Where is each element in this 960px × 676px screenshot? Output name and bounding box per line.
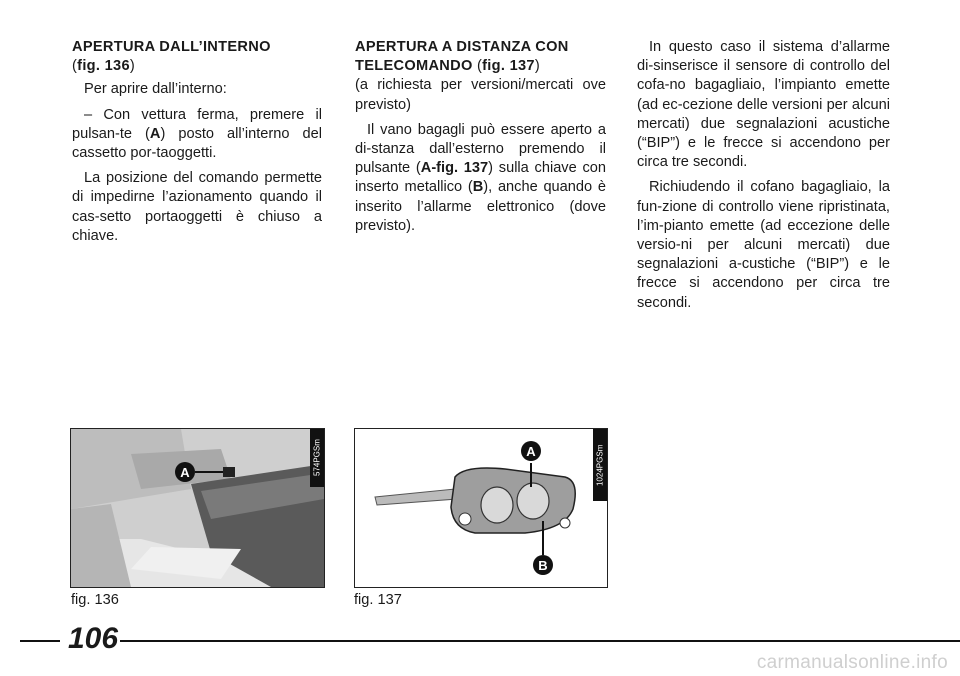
remote-key-illustration <box>355 429 607 587</box>
section-heading-remote-opening <box>355 38 606 76</box>
callout-a: A <box>175 462 195 482</box>
heading-text: APERTURA A DISTANZA CON <box>355 39 569 55</box>
text: Il vano bagagli può essere aperto a di-stanza dall’esterno premendo il pulsante ( <box>355 121 606 177</box>
paragraph: In questo caso il sistema d’allarme di-sinserisce il sensore di controllo del cofa-no bagagliaio, l’impianto emette (ad ec-cezione delle versioni per alcuni mercati) due segnalazioni acustiche (“BIP”) e le frecce si accendono per circa tre secondi. <box>637 39 890 171</box>
text: ) posto all’interno del cassetto por-taoggetti. <box>72 125 323 162</box>
fig-ref-137: fig. 137 <box>482 58 535 75</box>
heading-text: APERTURA DALL’INTERNO <box>72 39 271 55</box>
paragraph: La posizione del comando permette di impedirne l’azionamento quando il cas-setto portaoggetti è chiuso a chiave. <box>72 170 322 244</box>
heading-paren-close: ) <box>129 58 136 75</box>
column-3 <box>637 38 890 319</box>
heading-paren-open: ( <box>472 58 483 75</box>
text: ) sulla chiave con inserto metallico ( <box>355 160 606 196</box>
heading-text: TELECOMANDO <box>355 58 473 75</box>
subheading: (a richiesta per versioni/mercati ove previsto) <box>355 77 606 113</box>
watermark: carmanualsonline.info <box>756 652 948 673</box>
callout-b: B <box>533 555 553 575</box>
fig-ref-a-137: A-fig. 137 <box>420 160 489 177</box>
paragraph: Richiudendo il cofano bagagliaio, la fun-zione di controllo viene ripristinata, l’im-pianto emette (ad eccezione delle versio-ni per alcuni mercati) due segnalazioni a-custiche (“BIP”) e le frecce si accendono per circa tre secondi. <box>637 179 890 311</box>
figure-caption-136: fig. 136 <box>71 592 119 608</box>
glovebox-illustration <box>71 429 324 587</box>
figure-code: 1024PGSm <box>593 429 607 501</box>
heading-paren-open: ( <box>72 58 78 75</box>
text: ), anche quando è inserito l’allarme elettronico (dove previsto). <box>355 179 606 234</box>
paragraph <box>72 106 322 164</box>
callout-a: A <box>521 441 541 461</box>
paragraph: Per aprire dall’interno: <box>84 81 227 98</box>
figure-code: 574PGSm <box>310 429 324 487</box>
page-number: 106 <box>68 622 119 655</box>
column-2 <box>355 38 606 242</box>
fig-ref-136: fig. 136 <box>77 58 130 75</box>
footer-rule-left <box>20 640 60 642</box>
figure-136-glovebox <box>70 428 325 588</box>
section-heading-interior-opening <box>72 38 322 76</box>
figure-137-remote-key <box>354 428 608 588</box>
figure-caption-137: fig. 137 <box>354 592 402 608</box>
paragraph <box>355 121 606 236</box>
label-b: B <box>472 179 484 196</box>
column-1 <box>72 38 322 252</box>
label-a: A <box>149 125 161 142</box>
text: – Con vettura ferma, premere il pulsan-te ( <box>72 106 322 142</box>
heading-paren-close: ) <box>534 58 540 75</box>
footer-rule-right <box>120 640 960 642</box>
